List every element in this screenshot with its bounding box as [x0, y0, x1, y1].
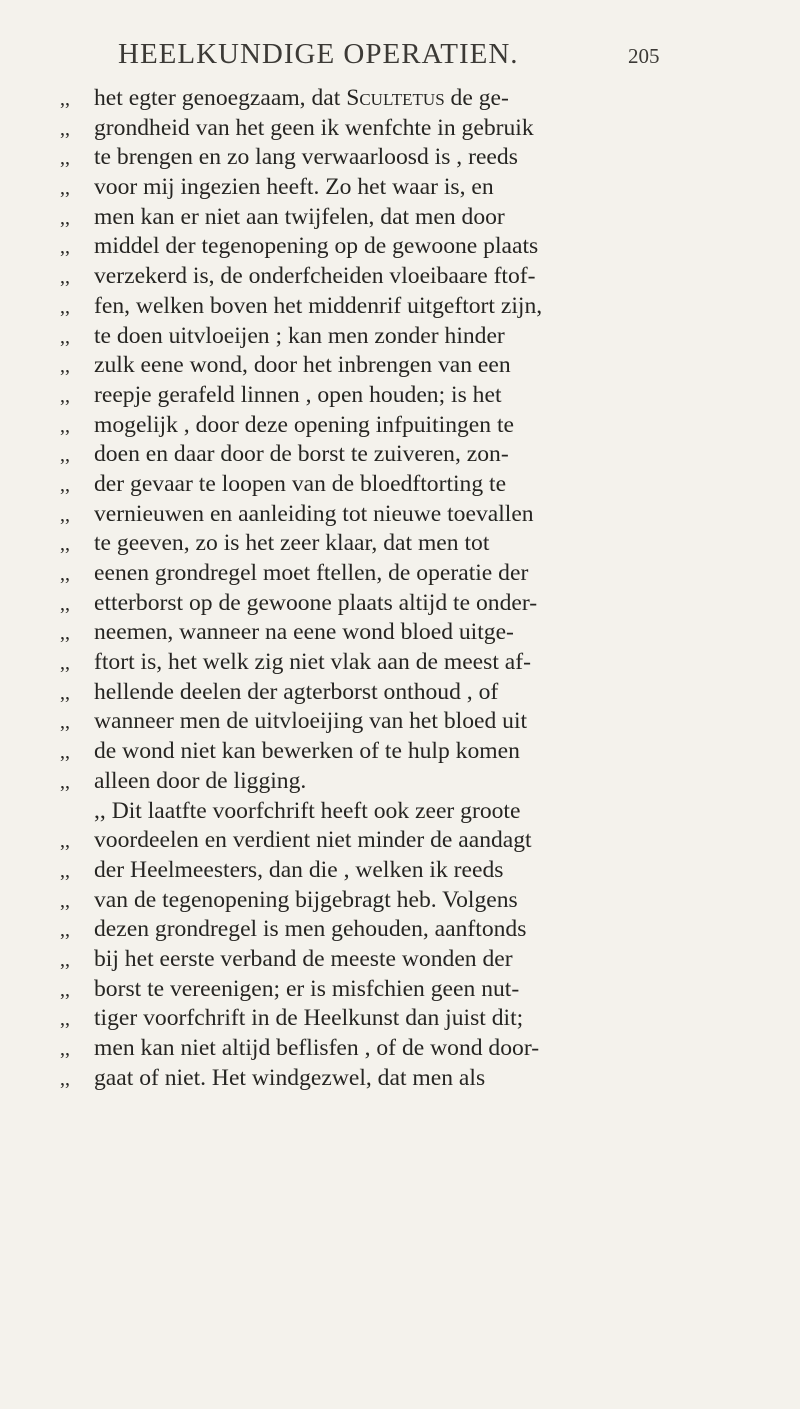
quote-mark: ,,	[60, 266, 70, 289]
text-line	[60, 381, 700, 411]
line-text: bij het eerste verband de meeste wonden der	[94, 945, 513, 972]
line-text: etterborst op de gewoone plaats altijd te onder-	[94, 589, 538, 616]
line-text: ftort is, het welk zig niet vlak aan de meest af-	[94, 649, 531, 676]
text-line	[60, 1064, 700, 1094]
text-line	[60, 292, 700, 322]
quote-mark: ,,	[60, 88, 70, 110]
text-line	[60, 737, 700, 767]
line-text: voor mij ingezien heeft. Zo het waar is, en	[94, 174, 494, 201]
line-text: alleen door de ligging.	[94, 767, 307, 794]
line-text: hellende deelen der agterborst onthoud , of	[94, 678, 499, 705]
text-line	[60, 173, 700, 203]
text-line	[60, 322, 700, 352]
text-line	[60, 1004, 700, 1034]
line-text: grondheid van het geen ik wenfchte in gebruik	[94, 114, 534, 141]
author-name: Scultetus	[346, 85, 445, 111]
line-text: der Heelmeesters, dan die , welken ik reeds	[94, 856, 504, 883]
quote-mark: ,,	[60, 770, 70, 793]
text-line	[60, 589, 700, 619]
quote-mark: ,,	[60, 325, 70, 348]
line-text: fen, welken boven het middenrif uitgeftort zijn,	[94, 292, 543, 319]
line-text: neemen, wanneer na eene wond bloed uitge-	[94, 619, 514, 646]
quote-mark: ,,	[60, 830, 70, 853]
text-line	[60, 84, 700, 114]
quote-mark: ,,	[60, 652, 70, 675]
quote-mark: ,,	[60, 533, 70, 556]
line-text: verzekerd is, de onderfcheiden vloeibaare ftof-	[94, 263, 536, 290]
line-text: doen en daar door de borst te zuiveren, zon-	[94, 441, 509, 468]
text-line	[60, 440, 700, 470]
line-text: te brengen en zo lang verwaarloosd is , reeds	[94, 144, 518, 171]
quote-mark: ,,	[60, 414, 70, 437]
line-text: der gevaar te loopen van de bloedftorting te	[94, 470, 507, 497]
text-line	[60, 529, 700, 559]
quote-mark: ,,	[60, 859, 70, 882]
quote-mark: ,,	[60, 592, 70, 615]
running-title: HEELKUNDIGE OPERATIEN.	[118, 38, 519, 70]
text-line	[60, 559, 700, 589]
text-line	[60, 143, 700, 173]
body-text	[60, 84, 700, 1093]
quote-mark: ,,	[60, 236, 70, 259]
quote-mark: ,,	[60, 206, 70, 229]
quote-mark: ,,	[60, 1038, 70, 1060]
line-text: men kan er niet aan twijfelen, dat men door	[94, 203, 505, 230]
text-line	[60, 262, 700, 292]
text-line	[60, 470, 700, 500]
page-number: 205	[628, 44, 660, 68]
text-line	[60, 886, 700, 916]
text-line	[60, 114, 700, 144]
quote-mark: ,,	[60, 177, 70, 200]
text-line	[60, 707, 700, 737]
line-text: mogelijk , door deze opening infpuitingen te	[94, 411, 514, 438]
quote-mark: ,,	[60, 117, 70, 140]
quote-mark: ,,	[60, 948, 70, 971]
line-text: het egter genoegzaam, dat Scultetus de ge-	[94, 85, 509, 111]
text-line	[60, 915, 700, 945]
text-line	[60, 945, 700, 975]
text-line	[60, 975, 700, 1005]
quote-mark: ,,	[60, 919, 70, 942]
line-text: vernieuwen en aanleiding tot nieuwe toevallen	[94, 500, 534, 527]
line-text: te geeven, zo is het zeer klaar, dat men tot	[94, 530, 490, 557]
text-line	[60, 648, 700, 678]
line-text: wanneer men de uitvloeijing van het bloed uit	[94, 708, 528, 735]
text-line	[60, 678, 700, 708]
line-text: tiger voorfchrift in de Heelkunst dan juist dit;	[94, 1005, 524, 1032]
quote-mark: ,,	[60, 711, 70, 734]
quote-mark: ,,	[60, 681, 70, 704]
quote-mark: ,,	[60, 622, 70, 645]
line-text: voordeelen en verdient niet minder de aandagt	[94, 827, 532, 854]
line-text: men kan niet altijd beflisfen , of de wond door-	[94, 1035, 540, 1061]
quote-mark: ,,	[60, 503, 70, 526]
text-line	[60, 856, 700, 886]
line-text: ,, Dit laatfte voorfchrift heeft ook zeer groote	[94, 797, 521, 824]
text-line	[60, 618, 700, 648]
line-text: reepje gerafeld linnen , open houden; is het	[94, 381, 502, 408]
quote-mark: ,,	[60, 384, 70, 407]
text-line	[60, 767, 700, 797]
running-header	[118, 38, 658, 71]
line-text: te doen uitvloeijen ; kan men zonder hinder	[94, 322, 505, 349]
line-text: middel der tegenopening op de gewoone plaats	[94, 233, 539, 260]
line-text: de wond niet kan bewerken of te hulp komen	[94, 738, 520, 765]
quote-mark: ,,	[60, 563, 70, 585]
line-text: dezen grondregel is men gehouden, aanftonds	[94, 916, 527, 943]
text-line	[60, 351, 700, 381]
text-line	[60, 500, 700, 530]
quote-mark: ,,	[60, 1067, 70, 1090]
line-text: gaat of niet. Het windgezwel, dat men als	[94, 1064, 486, 1091]
text-line	[60, 203, 700, 233]
quote-mark: ,,	[60, 889, 70, 912]
quote-mark: ,,	[60, 1008, 70, 1031]
line-text: van de tegenopening bijgebragt heb. Volgens	[94, 886, 518, 913]
quote-mark: ,,	[60, 295, 70, 318]
line-text: eenen grondregel moet ftellen, de operatie der	[94, 560, 529, 586]
quote-mark: ,,	[60, 355, 70, 378]
text-line	[60, 411, 700, 441]
quote-mark: ,,	[60, 147, 70, 170]
line-text: zulk eene wond, door het inbrengen van een	[94, 352, 511, 379]
quote-mark: ,,	[60, 741, 70, 764]
line-text: borst te vereenigen; er is misfchien geen nut-	[94, 975, 520, 1002]
quote-mark: ,,	[60, 473, 70, 496]
text-line	[60, 826, 700, 856]
text-line	[60, 797, 700, 827]
text-line	[60, 1034, 700, 1064]
quote-mark: ,,	[60, 978, 70, 1001]
text-line	[60, 232, 700, 262]
quote-mark: ,,	[60, 444, 70, 467]
